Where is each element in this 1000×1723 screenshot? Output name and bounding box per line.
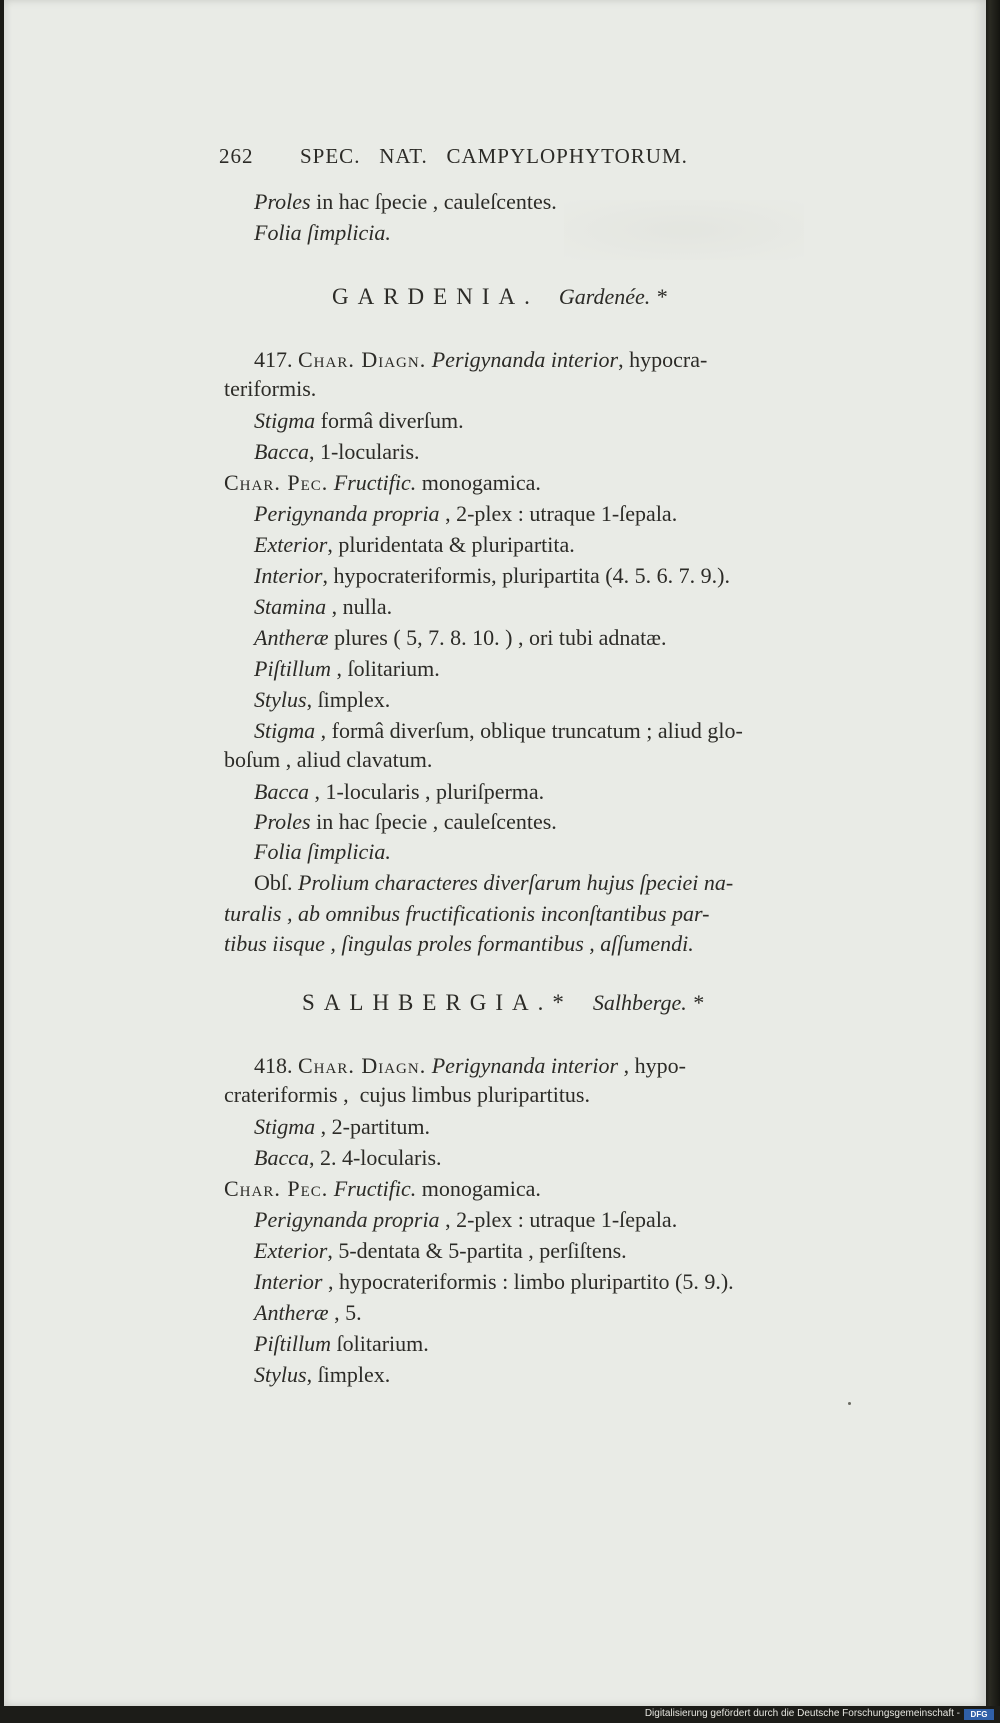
text-line	[254, 686, 390, 714]
italic-term: Exterior	[254, 1238, 328, 1263]
text-line	[332, 283, 667, 311]
running-head	[219, 142, 688, 170]
line-text: , hypo-	[618, 1053, 686, 1078]
italic-term: Exterior	[254, 532, 328, 557]
text-line	[224, 900, 709, 928]
text-line	[302, 989, 703, 1017]
line-text: , 5.	[328, 1300, 362, 1325]
text-line	[254, 1299, 362, 1327]
line-text: , nulla.	[326, 594, 393, 619]
line-text: in hac ſpecie , cauleſcentes.	[310, 809, 557, 834]
character-label: Char. Pec.	[224, 470, 329, 495]
italic-term: Fructific.	[333, 1176, 417, 1201]
italic-term: Perigynanda propria	[254, 1207, 440, 1232]
text-line	[254, 1237, 627, 1265]
line-text: , ſimplex.	[306, 687, 391, 712]
italic-term: Bacca	[254, 1145, 309, 1170]
line-text: crateriformis , cujus limbus pluripartitus.	[224, 1082, 590, 1107]
italic-term: Proles	[254, 809, 311, 834]
page-text-area	[4, 0, 986, 1706]
line-text: turalis , ab omnibus fructificationis inconſtantibus par-	[224, 901, 710, 926]
text-line	[254, 1361, 390, 1389]
text-line	[224, 1081, 590, 1109]
text-line	[254, 188, 557, 216]
text-line	[224, 375, 316, 403]
italic-term: Fructific.	[333, 470, 417, 495]
italic-term: Perigynanda interior	[431, 347, 619, 372]
speck	[848, 1402, 851, 1405]
text-line	[254, 500, 677, 528]
book-page	[4, 0, 986, 1706]
genus-heading: GARDENIA.	[332, 284, 539, 309]
italic-term: Piſtillum	[254, 656, 331, 681]
italic-term: Piſtillum	[254, 1331, 331, 1356]
line-text: , 2-plex : utraque 1-ſepala.	[439, 501, 678, 526]
line-text: formâ diverſum.	[315, 408, 464, 433]
line-text: teriformis.	[224, 376, 317, 401]
line-text: , 5-dentata & 5-partita , perſiſtens.	[327, 1238, 627, 1263]
line-text: , 1-locularis , pluriſperma.	[308, 779, 545, 804]
italic-term: Stylus	[254, 1362, 307, 1387]
obs-label: Obſ.	[254, 870, 293, 895]
paragraph-number: 418.	[254, 1053, 293, 1078]
text-line	[254, 624, 666, 652]
genus-french-name: Gardenée. *	[558, 284, 667, 309]
text-line	[254, 778, 544, 806]
text-line	[224, 930, 694, 958]
line-text: , 2. 4-locularis.	[308, 1145, 442, 1170]
line-text: in hac ſpecie , cauleſcentes.	[310, 189, 557, 214]
italic-term: Bacca	[254, 779, 309, 804]
line-text: plures ( 5, 7. 8. 10. ) , ori tubi adnatæ.	[328, 625, 667, 650]
line-text: monogamica.	[416, 1176, 541, 1201]
text-line	[254, 869, 733, 897]
italic-term: Stigma	[254, 1114, 316, 1139]
italic-term: Perigynanda propria	[254, 501, 440, 526]
character-label: Char. Diagn.	[298, 347, 427, 372]
text-line	[254, 531, 575, 559]
line-text: , ſimplex.	[306, 1362, 391, 1387]
text-line	[254, 1206, 677, 1234]
italic-term: Antheræ	[254, 1300, 329, 1325]
italic-term: Stylus	[254, 687, 307, 712]
text-line	[224, 746, 432, 774]
text-line	[254, 1330, 429, 1358]
text-line	[254, 562, 730, 590]
character-label: Char. Pec.	[224, 1176, 329, 1201]
paragraph-number: 417.	[254, 347, 293, 372]
line-text: , 1-locularis.	[308, 439, 420, 464]
genus-heading: SALHBERGIA.*	[302, 990, 573, 1015]
text-line	[254, 1268, 734, 1296]
italic-term: Folia ſimplicia.	[254, 220, 391, 245]
italic-term: Proles	[254, 189, 311, 214]
line-text: , 2-partitum.	[315, 1114, 430, 1139]
line-text: , pluridentata & pluripartita.	[327, 532, 575, 557]
text-line	[224, 1175, 541, 1203]
text-line	[254, 438, 420, 466]
italic-term: Bacca	[254, 439, 309, 464]
footer-credit: Digitalisierung gefördert durch die Deutsche Forschungsgemeinschaft -	[644, 1708, 960, 1719]
text-line	[254, 1113, 430, 1141]
line-text: , hypocra-	[618, 347, 708, 372]
genus-french-name: Salhberge. *	[592, 990, 704, 1015]
text-line	[254, 407, 464, 435]
line-text: tibus iisque , ſingulas proles formantibus , aſſumendi.	[224, 931, 694, 956]
line-text: , hypocrateriformis, pluripartita (4. 5. 6. 7. 9.).	[322, 563, 730, 588]
italic-term: Folia ſimplicia.	[254, 839, 391, 864]
italic-term: Interior	[254, 563, 323, 588]
dfg-logo: DFG	[964, 1709, 994, 1720]
text-line	[254, 808, 557, 836]
text-line	[254, 1052, 686, 1080]
italic-term: Perigynanda interior	[431, 1053, 619, 1078]
italic-term: Stigma	[254, 718, 316, 743]
line-text: , hypocrateriformis : limbo pluripartito (5. 9.).	[322, 1269, 734, 1294]
character-label: Char. Diagn.	[298, 1053, 427, 1078]
line-text: , formâ diverſum, oblique truncatum ; aliud glo-	[315, 718, 743, 743]
line-text: Prolium characteres diverſarum hujus ſpeciei na-	[292, 870, 734, 895]
line-text: , 2-plex : utraque 1-ſepala.	[439, 1207, 678, 1232]
text-line	[254, 717, 743, 745]
italic-term: Stigma	[254, 408, 316, 433]
italic-term: Stamina	[254, 594, 327, 619]
running-title: SPEC. NAT. CAMPYLOPHYTORUM.	[300, 144, 688, 168]
italic-term: Antheræ	[254, 625, 329, 650]
text-line	[254, 655, 440, 683]
footer-bar	[0, 1706, 1000, 1723]
italic-term: Interior	[254, 1269, 323, 1294]
line-text: monogamica.	[416, 470, 541, 495]
line-text: ſolitarium.	[331, 1331, 429, 1356]
text-line	[254, 1144, 442, 1172]
bleed-through	[564, 200, 804, 260]
line-text: boſum , aliud clavatum.	[224, 747, 433, 772]
text-line	[254, 346, 707, 374]
text-line	[254, 838, 391, 866]
text-line	[224, 469, 541, 497]
text-line	[254, 593, 392, 621]
line-text: , ſolitarium.	[331, 656, 440, 681]
page-number: 262	[219, 144, 254, 168]
text-line	[254, 219, 391, 247]
